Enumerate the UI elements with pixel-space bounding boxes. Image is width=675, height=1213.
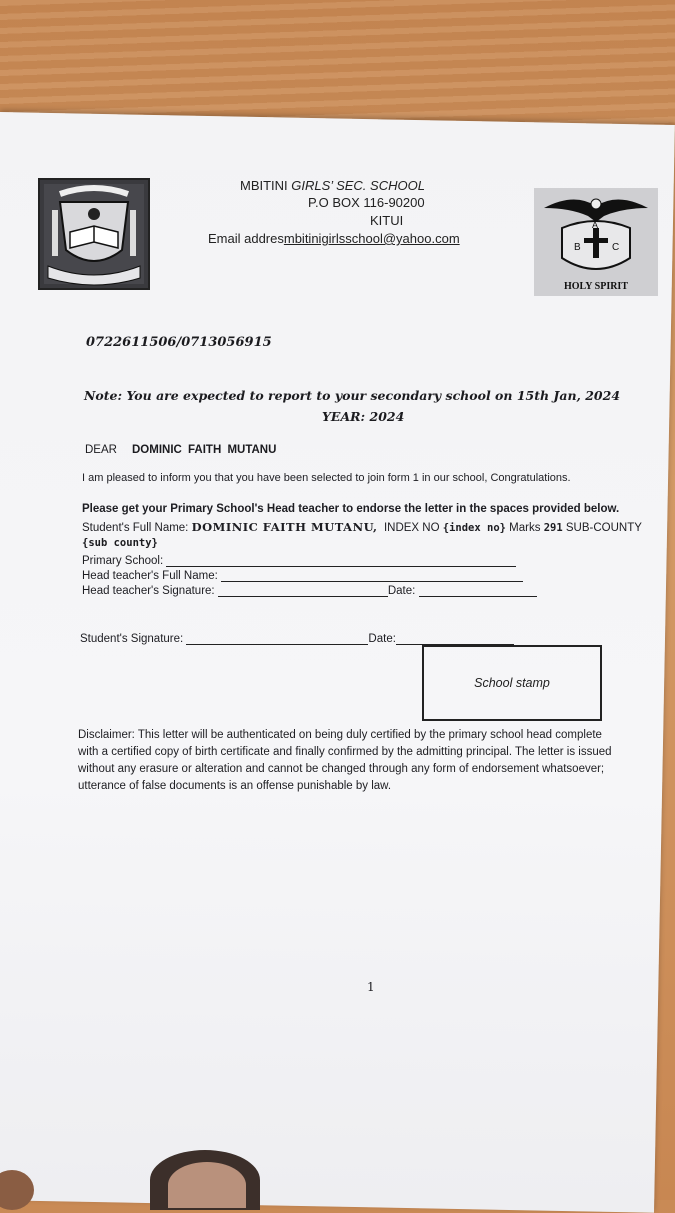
school-name-italic: GIRLS’ SEC. SCHOOL (291, 178, 425, 193)
phone-numbers: 0722611506/0713056915 (86, 335, 272, 350)
marks-label: Marks (509, 522, 541, 534)
recipient-name: DOMINIC FAITH MUTANU (132, 444, 277, 456)
school-name-prefix: MBITINI (240, 178, 292, 193)
head-teacher-name-label: Head teacher's Full Name: (82, 570, 218, 582)
holy-spirit-logo (534, 188, 658, 296)
email-line (208, 231, 460, 246)
email-prefix: Email addres (208, 231, 284, 246)
student-name-label: Student's Full Name: (82, 522, 189, 534)
student-signature-field[interactable] (186, 632, 368, 645)
town: KITUI (370, 213, 404, 228)
email-link[interactable]: mbitinigirlsschool@yahoo.com (283, 231, 460, 246)
index-value: {index no} (442, 522, 506, 534)
student-signature-label: Student's Signature: (80, 633, 184, 645)
subcounty-value: {sub county} (82, 537, 158, 549)
primary-school-row (82, 554, 516, 567)
head-teacher-signature-label: Head teacher's Signature: (82, 585, 215, 597)
svg-text:C: C (612, 242, 620, 253)
primary-school-label: Primary School: (82, 555, 164, 567)
intro-paragraph: I am pleased to inform you that you have been selected to join form 1 in our school, Congratulations. (82, 472, 571, 484)
note-line: Note: You are expected to report to your secondary school on 15th Jan, 2024 (84, 388, 621, 403)
date-field[interactable] (419, 584, 537, 597)
student-signature-row (80, 632, 514, 645)
head-teacher-signature-field[interactable] (218, 584, 388, 597)
endorse-instruction: Please get your Primary School's Head teacher to endorse the letter in the spaces provided below. (82, 503, 620, 515)
primary-school-field[interactable] (166, 554, 516, 567)
logo-caption: HOLY SPIRIT (563, 281, 628, 292)
foot (168, 1162, 246, 1208)
head-teacher-name-row (82, 569, 523, 582)
head-teacher-name-field[interactable] (221, 569, 523, 582)
school-name (240, 178, 425, 193)
student-details-row (82, 520, 642, 534)
index-label: INDEX NO (383, 522, 440, 534)
note-year: YEAR: 2024 (322, 409, 405, 424)
dear-label: DEAR (85, 444, 117, 456)
school-stamp-box (422, 645, 602, 721)
marks-value: 291 (543, 522, 563, 534)
disclaimer-paragraph: Disclaimer: This letter will be authenticated on being duly certified by the primary school head complete with a certified copy of birth certificate and finally confirmed by the admitting principal. The letter is issued without any erasure or alteration and cannot be changed through any form of endorsement whatsoever; utterance of false documents is an offense punishable by law. (78, 729, 612, 792)
subcounty-label: SUB-COUNTY (565, 522, 642, 534)
student-name-value: DOMINIC FAITH MUTANU, (191, 520, 378, 534)
page-number: 1 (367, 980, 375, 994)
date-label-2: Date: (368, 633, 396, 645)
po-box: P.O BOX 116-90200 (308, 195, 425, 210)
head-teacher-signature-row (82, 584, 537, 597)
student-date-field[interactable] (396, 632, 514, 645)
svg-text:A: A (592, 220, 599, 230)
school-crest-logo (38, 178, 150, 290)
date-label: Date: (387, 585, 416, 597)
school-stamp-label: School stamp (474, 676, 550, 690)
wooden-table-background (0, 0, 675, 130)
crest-graphic-icon (40, 180, 148, 288)
dove-shield-icon (534, 188, 658, 278)
svg-text:B: B (574, 242, 581, 253)
